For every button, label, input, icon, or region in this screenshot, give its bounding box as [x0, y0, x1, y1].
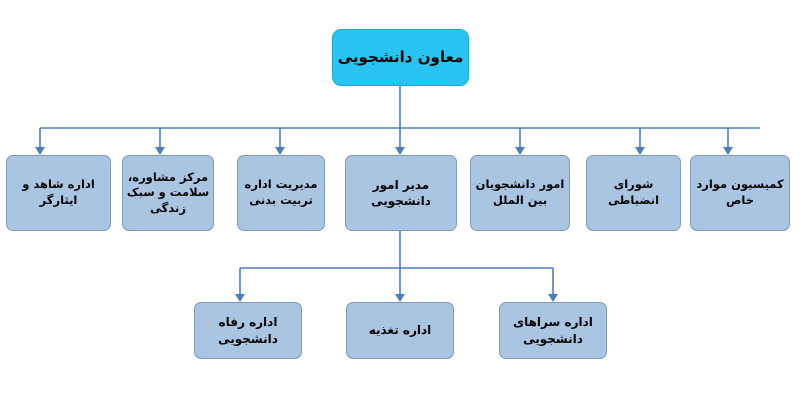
- node-root-deputy[interactable]: [332, 29, 469, 86]
- node-counseling-center[interactable]: [122, 155, 214, 231]
- node-label: امور دانشجویان بین الملل: [475, 177, 565, 207]
- node-label: مدیر امور دانشجویی: [371, 177, 431, 208]
- node-dormitories[interactable]: [499, 302, 607, 359]
- node-label: مدیریت اداره تربیت بدنی: [244, 177, 318, 207]
- node-special-cases-commission[interactable]: [690, 155, 790, 231]
- node-label: اداره تغذیه: [368, 323, 432, 338]
- node-student-affairs-manager[interactable]: [345, 155, 457, 231]
- node-label: اداره شاهد و ایثارگر: [22, 177, 95, 207]
- node-label: اداره سراهای دانشجویی: [513, 315, 593, 346]
- node-label: مرکز مشاوره، سلامت و سبک زندگی: [126, 169, 210, 215]
- node-shahed-affairs[interactable]: [6, 155, 111, 231]
- node-root-label: معاون دانشجویی: [337, 48, 464, 67]
- node-physical-education[interactable]: [237, 155, 325, 231]
- node-international-students[interactable]: [470, 155, 570, 231]
- node-label: اداره رفاه دانشجویی: [218, 315, 278, 346]
- node-nutrition[interactable]: [346, 302, 454, 359]
- node-label: کمیسیون موارد خاص: [696, 177, 784, 207]
- node-disciplinary-council[interactable]: [586, 155, 681, 231]
- node-student-welfare[interactable]: [194, 302, 302, 359]
- node-label: شورای انضباطی: [607, 177, 660, 207]
